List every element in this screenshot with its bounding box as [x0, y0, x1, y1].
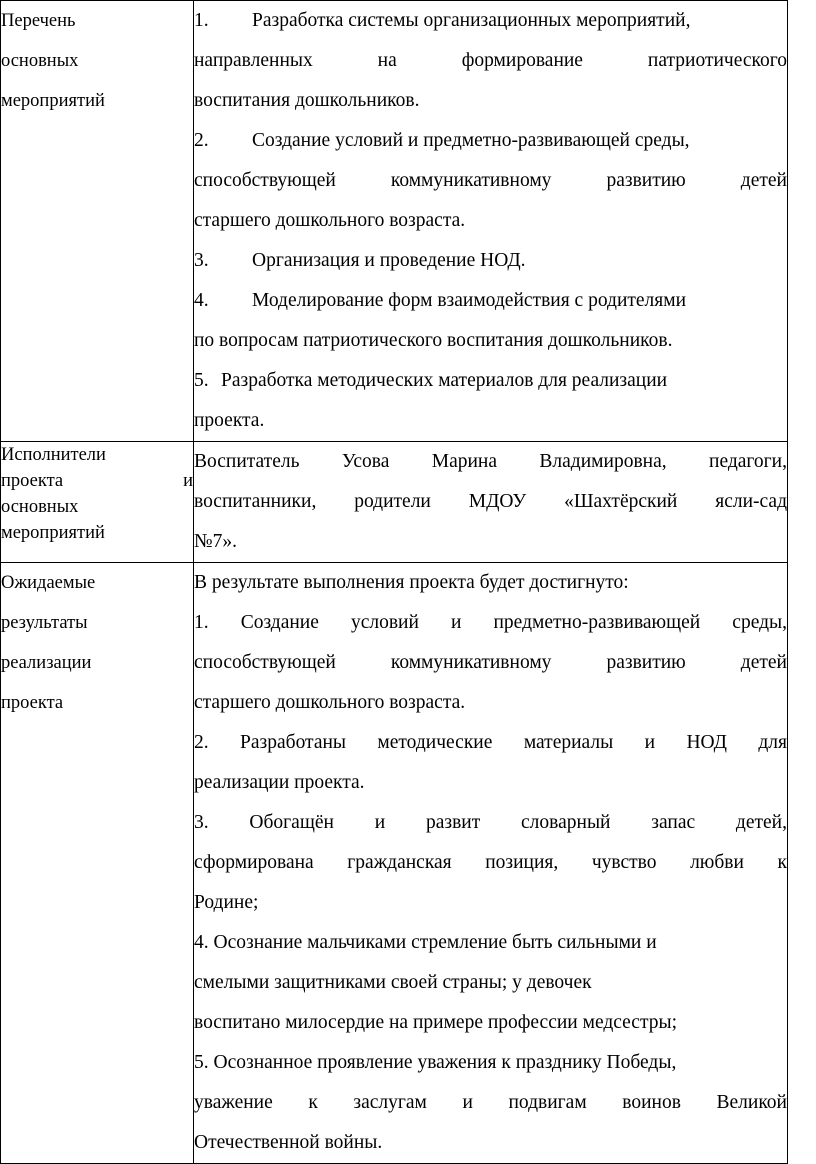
list-item-line: 5. Разработка методических материалов для реализации	[194, 361, 787, 401]
list-item-number: 4.	[194, 290, 209, 311]
text-line: №7».	[194, 531, 237, 552]
row-label-cell	[1, 1, 194, 442]
text-line: Воспитатель Усова Марина Владимировна, педагоги,	[194, 451, 787, 472]
list-item-line: проекта.	[194, 410, 265, 431]
list-item-line: способствующей коммуникативному развитию детей	[194, 652, 787, 673]
row-label-line: Ожидаемые	[1, 573, 96, 593]
list-item-line: сформирована гражданская позиция, чувство любви к	[194, 852, 787, 873]
row-label-cell	[1, 563, 194, 1164]
list-item-number: 5.	[194, 370, 209, 391]
list-item-line: реализации проекта.	[194, 772, 365, 793]
list-item-line: 1. Создание условий и предметно-развивающей среды,	[194, 612, 787, 633]
row-label-line: Исполнители	[1, 445, 106, 465]
list-item-line: воспитания дошкольников.	[194, 90, 420, 111]
list-item-line: Родине;	[194, 892, 259, 913]
list-item-line: способствующей коммуникативному развитию детей	[194, 170, 787, 191]
list-item-line: 4. Моделирование форм взаимодействия с родителями	[194, 281, 787, 321]
table-row-activities	[1, 1, 788, 442]
list-item-number: 3.	[194, 250, 209, 271]
list-item-line: 1. Разработка системы организационных мероприятий,	[194, 1, 787, 41]
row-label-line: реализации	[1, 653, 92, 673]
list-item-line: 5. Осознанное проявление уважения к празднику Победы,	[194, 1052, 677, 1073]
row-content-cell	[194, 1, 788, 442]
list-item-number: 1.	[194, 10, 209, 31]
list-item-line: Отечественной войны.	[194, 1132, 383, 1153]
row-content-cell	[194, 563, 788, 1164]
list-item-line: 2. Разработаны методические материалы и НОД для	[194, 732, 787, 753]
list-item-number: 2.	[194, 130, 209, 151]
row-label-line: проекта и	[1, 471, 193, 491]
list-item-line: 2. Создание условий и предметно-развивающей среды,	[194, 121, 787, 161]
list-item-line: старшего дошкольного возраста.	[194, 692, 466, 713]
list-item-line: 3. Организация и проведение НОД.	[194, 241, 787, 281]
table-row-executors	[1, 442, 788, 563]
list-item-line: 3. Обогащён и развит словарный запас детей,	[194, 812, 787, 833]
list-item-line: смелыми защитниками своей страны; у девочек	[194, 972, 592, 993]
row-label-line: мероприятий	[1, 91, 105, 111]
list-item-line: направленных на формирование патриотического	[194, 50, 787, 71]
table-row-results	[1, 563, 788, 1164]
row-label-line: проекта	[1, 693, 64, 713]
row-label-line: результаты	[1, 613, 88, 633]
list-item-line: старшего дошкольного возраста.	[194, 210, 466, 231]
text-line: воспитанники, родители МДОУ «Шахтёрский ясли-сад	[194, 491, 787, 512]
row-label-line: мероприятий	[1, 523, 105, 543]
list-item-line: 4. Осознание мальчиками стремление быть сильными и	[194, 932, 657, 953]
row-label-line: основных	[1, 497, 79, 517]
list-item-line: воспитано милосердие на примере профессии медсестры;	[194, 1012, 677, 1033]
row-label-line: Перечень	[1, 11, 76, 31]
row-label-line: основных	[1, 51, 79, 71]
row-content-cell	[194, 442, 788, 563]
list-item-line: уважение к заслугам и подвигам воинов Великой	[194, 1092, 787, 1113]
row-label-cell	[1, 442, 194, 563]
list-item-line: по вопросам патриотического воспитания дошкольников.	[194, 330, 673, 351]
results-intro: В результате выполнения проекта будет достигнуто:	[194, 572, 629, 593]
